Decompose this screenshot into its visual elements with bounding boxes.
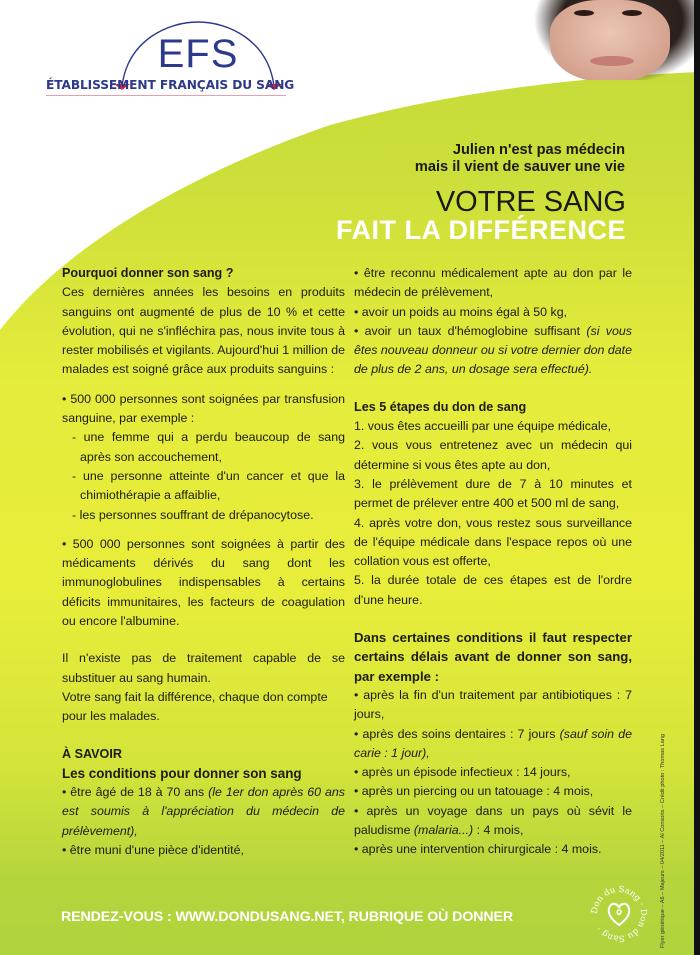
medication-bullet: • 500 000 personnes sont soignées à partir des médicaments dérivés du sang dont les immunoglobulines indispensables à certains déficits immunitaires, les facteurs de coagulation ou encore l'albumine. [62, 536, 345, 629]
transfusion-bullet: • 500 000 personnes sont soignées par transfusion sanguine, par exemple : [62, 391, 345, 426]
why-heading: Pourquoi donner son sang ? [62, 266, 234, 280]
condition-hemoglobin: • avoir un taux d'hémoglobine suffisant (si vous êtes nouveau donneur ou si votre dernier don date de plus de 2 ans, un dosage sera effectué). [354, 323, 632, 377]
why-text: Ces dernières années les besoins en produits sanguins ont augmenté de plus de 10 % et cette évolution, qui ne s'infléchira pas, nous invite tous à rester mobilisés et vigilants. Aujourd'hui 1 million de malades est soigné grâce aux produits sanguins : [62, 285, 345, 377]
logo-subtitle: ÉTABLISSEMENT FRANÇAIS DU SANG [46, 78, 286, 96]
delay-infection: • après un épisode infectieux : 14 jours, [354, 765, 571, 780]
example-item: - une personne atteinte d'un cancer et que la chimiothérapie a affaiblie, [72, 468, 345, 503]
step-item: 2. vous vous entretenez avec un médecin qui détermine si vous êtes apte au don, [354, 438, 632, 472]
delays-heading: Dans certaines conditions il faut respecter certains délais avant de donner son sang, par exemple : [354, 630, 632, 684]
example-item: - une femme qui a perdu beaucoup de sang après son accouchement, [72, 430, 345, 464]
step-item: 5. la durée totale de ces étapes est de l'ordre d'une heure. [354, 573, 632, 607]
step-item: 4. après votre don, vous restez sous surveillance de l'équipe médicale dans l'espace repos où une collation vous est offerte, [354, 515, 632, 569]
delay-piercing: • après un piercing ou un tatouage : 4 mois, [354, 784, 594, 799]
delay-antibiotics: • après la fin d'un traitement par antibiotiques : 7 jours, [354, 687, 632, 722]
step-item: 1. vous êtes accueilli par une équipe médicale, [354, 419, 611, 434]
example-item: - les personnes souffrant de drépanocytose. [72, 507, 314, 522]
know-heading: À SAVOIR [62, 746, 122, 761]
page-edge [694, 0, 700, 955]
step-item: 3. le prélèvement dure de 7 à 10 minutes et permet de prélever entre 400 et 500 ml de sang, [354, 476, 632, 511]
no-substitute-text: Il n'existe pas de traitement capable de se substituer au sang humain. [62, 651, 345, 685]
donor-photo [512, 0, 694, 80]
title-line1: VOTRE SANG [435, 186, 626, 218]
tagline-line2: mais il vient de sauver une vie [414, 159, 625, 175]
every-donation-text: Votre sang fait la différence, chaque don compte pour les malades. [62, 689, 328, 724]
right-column [354, 264, 632, 860]
left-column [62, 264, 345, 860]
tagline-line1: Julien n'est pas médecin [452, 142, 625, 158]
title-line2: FAIT LA DIFFÉRENCE [336, 215, 626, 245]
print-credits: Flyer générique – A6 – Majeurs – 04/2011 – Al Consorts – Crédit photo : Thomas Lang [660, 733, 666, 948]
delay-dental: • après des soins dentaires : 7 jours (sauf soin de carie : 1 jour), [354, 726, 632, 760]
don-du-sang-logo [589, 884, 649, 944]
condition-weight: • avoir un poids au moins égal à 50 kg, [354, 304, 568, 319]
condition-id: • être muni d'une pièce d'identité, [62, 843, 244, 858]
steps-heading: Les 5 étapes du don de sang [354, 399, 527, 414]
logo-text: EFS [157, 32, 239, 76]
condition-fit: • être reconnu médicalement apte au don par le médecin de prélèvement, [354, 266, 632, 300]
delay-surgery: • après une intervention chirurgicale : 4 mois. [354, 842, 602, 857]
delay-travel: • après un voyage dans un pays où sévit le paludisme (malaria...) : 4 mois, [354, 803, 632, 838]
conditions-heading: Les conditions pour donner son sang [62, 765, 302, 781]
tagline [415, 142, 625, 176]
dondusang-link[interactable]: RENDEZ-VOUS : WWW.DONDUSANG.NET, RUBRIQUE OÙ DONNER [61, 909, 514, 925]
condition-age: • être âgé de 18 à 70 ans (le 1er don après 60 ans est soumis à l'appréciation du médecin de prélèvement), [62, 785, 345, 838]
heart-icon [589, 884, 649, 944]
svg-text:Don du Sang · Don du Sang ·: Don du Sang · Don du Sang · [589, 884, 649, 944]
